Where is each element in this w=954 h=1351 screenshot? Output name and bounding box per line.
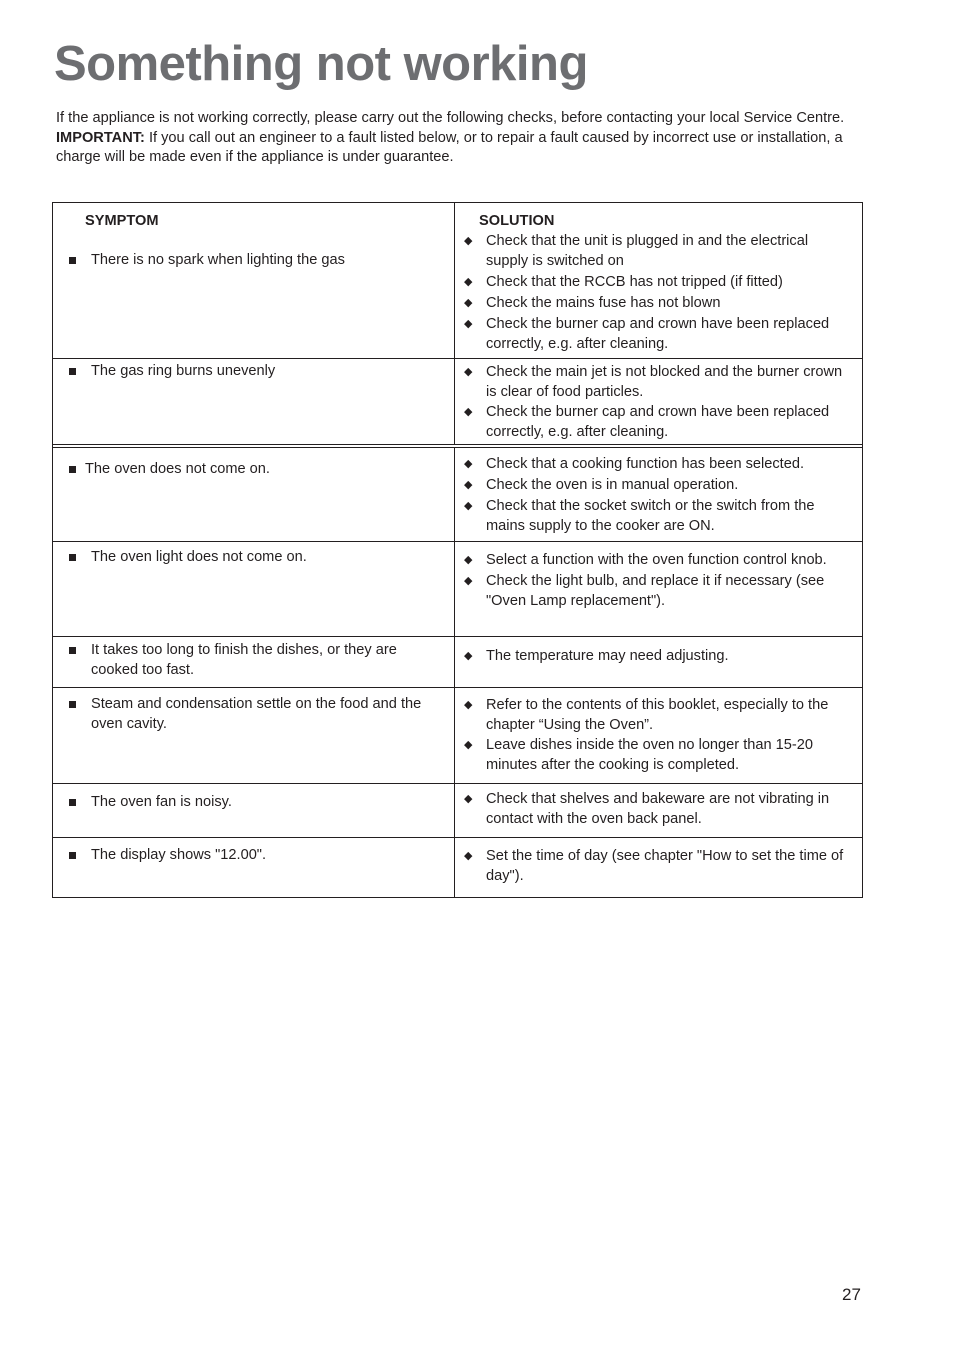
troubleshooting-table [52,202,863,898]
square-bullet-icon [69,257,76,264]
symptom-cell [53,688,455,783]
table-row [53,203,862,359]
symptom-cell [53,203,455,358]
symptom-cell [53,838,455,897]
solution-text: Check the main jet is not blocked and the burner crown is clear of food particles. [486,364,843,400]
solution-cell [455,203,862,358]
symptom-cell [53,359,455,444]
solution-cell [455,784,862,837]
diamond-bullet-icon: ◆ [464,458,473,470]
solution-cell [455,542,862,636]
table-row [53,784,862,838]
symptom-item [69,548,444,568]
symptom-cell [53,637,455,687]
solution-item [464,272,852,292]
solution-cell [455,637,862,687]
solution-text: Check the burner cap and crown have been replaced correctly, e.g. after cleaning. [486,404,830,440]
diamond-bullet-icon: ◆ [464,500,473,512]
diamond-bullet-icon: ◆ [464,318,473,330]
solution-text: Check that shelves and bakeware are not vibrating in contact with the oven back panel. [486,791,830,827]
solution-item [464,735,852,775]
solution-text: Check that a cooking function has been selected. [486,456,805,472]
solution-item [464,314,852,354]
solution-item [464,789,852,829]
diamond-bullet-icon: ◆ [464,235,473,247]
important-label: IMPORTANT: [56,129,145,146]
important-text: If you call out an engineer to a fault listed below, or to repair a fault caused by incorrect use or installation, a charge will be made even if the appliance is under guarantee. [56,129,843,165]
solution-text: Refer to the contents of this booklet, especially to the chapter “Using the Oven”. [486,697,829,733]
symptom-item [69,695,444,734]
square-bullet-icon [69,554,76,561]
page-title: Something not working [54,37,588,91]
symptom-cell [53,448,455,541]
symptom-text: The display shows "12.00". [91,847,267,863]
solution-text: Check the oven is in manual operation. [486,477,739,493]
page-number: 27 [842,1285,861,1304]
symptom-item [69,641,444,680]
solution-item [464,846,852,886]
intro-text [56,109,871,168]
solution-cell [455,838,862,897]
table-row [53,838,862,897]
symptom-text: The oven does not come on. [85,461,270,477]
table-row [53,688,862,784]
symptom-item [69,793,444,813]
diamond-bullet-icon: ◆ [464,699,473,711]
symptom-cell [53,542,455,636]
symptom-text: There is no spark when lighting the gas [91,252,345,268]
solution-cell [455,448,862,541]
table-row [53,448,862,542]
solution-cell [455,359,862,444]
diamond-bullet-icon: ◆ [464,366,473,378]
table-row [53,359,862,448]
diamond-bullet-icon: ◆ [464,575,473,587]
solution-item [464,646,852,666]
solution-header: SOLUTION [479,213,555,229]
diamond-bullet-icon: ◆ [464,793,473,805]
solution-text: Leave dishes inside the oven no longer than 15-20 minutes after the cooking is completed. [486,737,813,773]
diamond-bullet-icon: ◆ [464,554,473,566]
solution-item [464,454,852,474]
intro-paragraph: If the appliance is not working correctly, please carry out the following checks, before contacting your local Service Centre. [56,110,845,126]
square-bullet-icon [69,466,76,473]
diamond-bullet-icon: ◆ [464,276,473,288]
diamond-bullet-icon: ◆ [464,406,473,418]
solution-text: Set the time of day (see chapter "How to set the time of day"). [486,848,844,884]
square-bullet-icon [69,368,76,375]
important-note [56,129,871,168]
solution-text: Check that the RCCB has not tripped (if fitted) [486,274,783,290]
symptom-text: Steam and condensation settle on the food and the oven cavity. [91,696,422,732]
symptom-text: It takes too long to finish the dishes, or they are cooked too fast. [91,642,397,678]
symptom-item [69,460,444,480]
symptom-text: The oven light does not come on. [91,549,307,565]
diamond-bullet-icon: ◆ [464,650,473,662]
solution-item [464,550,852,570]
solution-item [464,362,852,402]
solution-cell [455,688,862,783]
symptom-cell [53,784,455,837]
symptom-item [69,846,444,866]
solution-item [464,231,852,271]
square-bullet-icon [69,799,76,806]
diamond-bullet-icon: ◆ [464,850,473,862]
square-bullet-icon [69,852,76,859]
solution-text: Check that the unit is plugged in and the electrical supply is switched on [486,233,809,269]
solution-item [464,571,852,611]
diamond-bullet-icon: ◆ [464,739,473,751]
diamond-bullet-icon: ◆ [464,479,473,491]
square-bullet-icon [69,647,76,654]
symptom-item [69,362,444,382]
solution-text: Check the mains fuse has not blown [486,295,721,311]
solution-text: Check that the socket switch or the switch from the mains supply to the cooker are ON. [486,498,815,534]
solution-item [464,695,852,735]
solution-text: The temperature may need adjusting. [486,648,729,664]
symptom-text: The oven fan is noisy. [91,794,232,810]
solution-item [464,496,852,536]
solution-item [464,475,852,495]
symptom-header: SYMPTOM [85,213,159,229]
table-row [53,637,862,688]
symptom-text: The gas ring burns unevenly [91,363,276,379]
symptom-item [69,251,444,271]
solution-item [464,402,852,442]
solution-text: Select a function with the oven function control knob. [486,552,827,568]
solution-item [464,293,852,313]
square-bullet-icon [69,701,76,708]
solution-text: Check the burner cap and crown have been replaced correctly, e.g. after cleaning. [486,316,830,352]
diamond-bullet-icon: ◆ [464,297,473,309]
solution-text: Check the light bulb, and replace it if necessary (see "Oven Lamp replacement"). [486,573,825,609]
table-row [53,542,862,637]
